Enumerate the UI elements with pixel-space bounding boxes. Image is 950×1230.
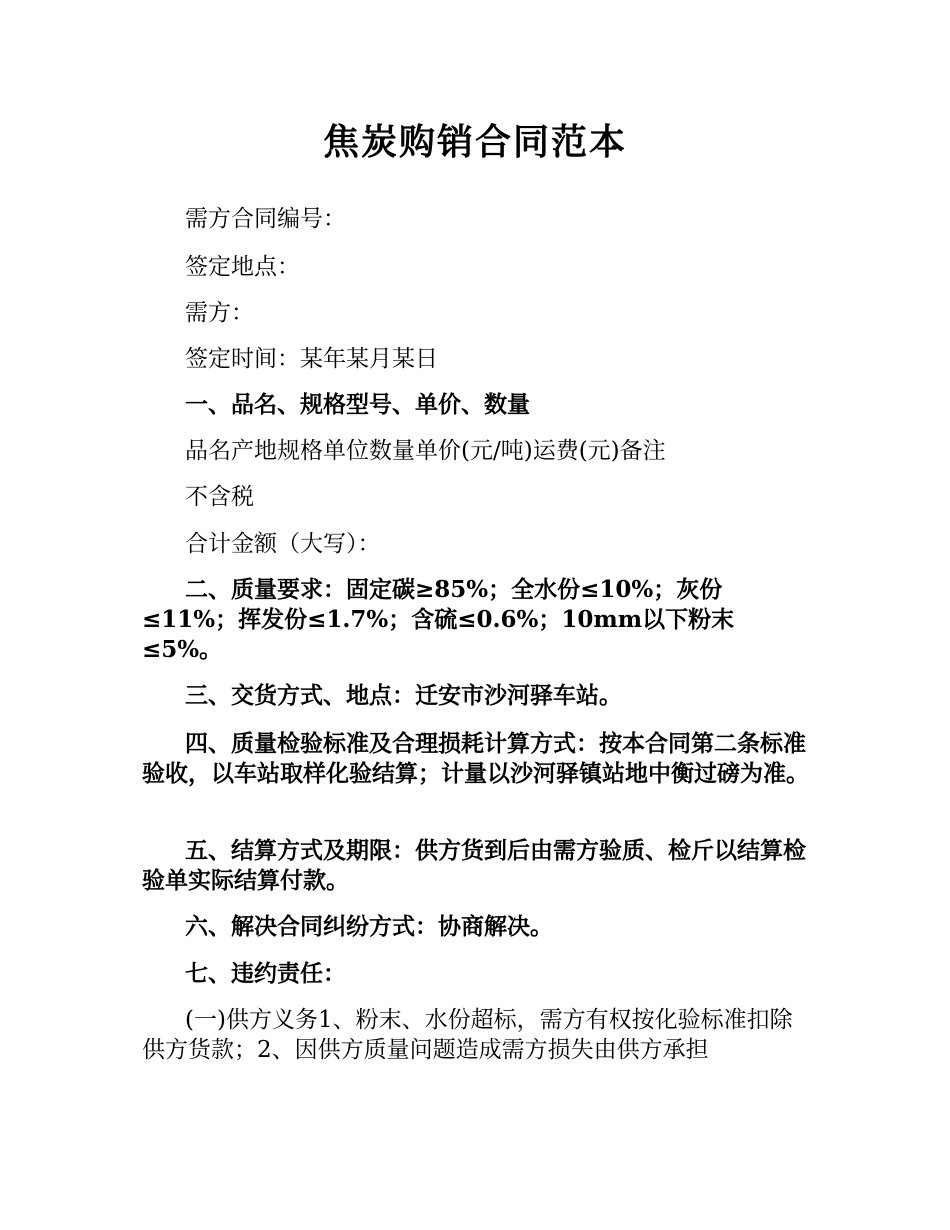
- section-1-tax-note: 不含税: [185, 484, 254, 510]
- section-1-table-header: 品名产地规格单位数量单价(元/吨)运费(元)备注: [185, 438, 666, 464]
- section-3-delivery: 三、交货方式、地点：迁安市沙河驿车站。: [185, 682, 622, 709]
- section-2-quality-requirements: 二、质量要求：固定碳≥85%；全水份≤10%；灰份≤11%；挥发份≤1.7%；含硫≤0.6%；10mm以下粉末≤5%。: [142, 576, 735, 663]
- section-1-total-amount: 合计金额（大写）：: [185, 531, 381, 557]
- field-sign-place: 签定地点：: [185, 254, 300, 280]
- section-4-inspection: 四、质量检验标准及合理损耗计算方式：按本合同第二条标准验收，以车站取样化验结算；计量以沙河驿镇站地中衡过磅为准。: [142, 730, 809, 787]
- document-title: 焦炭购销合同范本: [322, 121, 627, 163]
- field-contract-number: 需方合同编号：: [185, 206, 346, 232]
- section-5-settlement: 五、结算方式及期限：供方货到后由需方验质、检斤以结算检验单实际结算付款。: [142, 837, 806, 894]
- section-7-body: (一)供方义务1、粉末、水份超标，需方有权按化验标准扣除供方货款；2、因供方质量问题造成需方损失由供方承担: [142, 1007, 793, 1063]
- field-buyer: 需方：: [185, 300, 254, 326]
- section-1-heading: 一、品名、规格型号、单价、数量: [185, 391, 530, 418]
- field-sign-time: 签定时间：某年某月某日: [185, 346, 438, 372]
- section-7-heading: 七、违约责任：: [185, 960, 346, 987]
- section-6-dispute: 六、解决合同纠纷方式：协商解决。: [185, 913, 553, 940]
